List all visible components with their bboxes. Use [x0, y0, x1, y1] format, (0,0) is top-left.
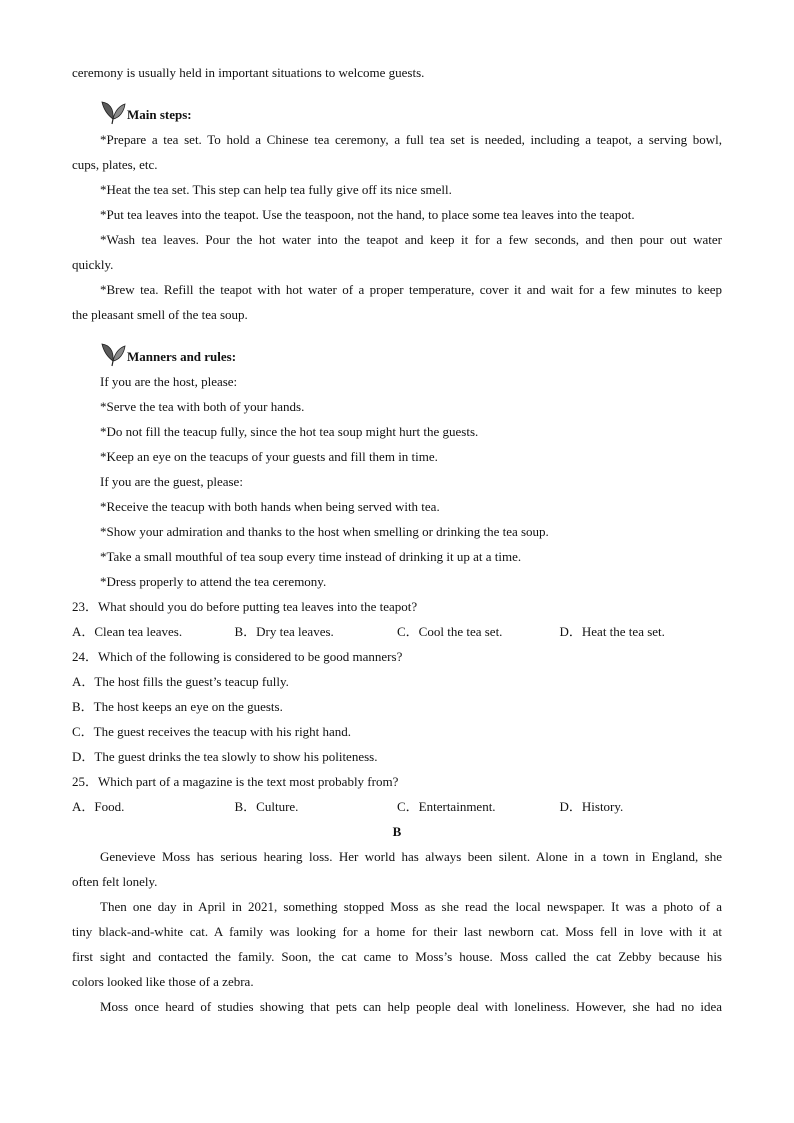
manners-heading: [72, 327, 722, 369]
q23-option-a: A．Clean tea leaves.: [72, 624, 183, 639]
q23-option-b: B．Dry tea leaves.: [234, 624, 334, 639]
q23-option-c: C．Cool the tea set.: [397, 624, 503, 639]
intro-continuation: ceremony is usually held in important situations to welcome guests.: [72, 65, 425, 80]
main-steps-title: Main steps:: [127, 107, 192, 122]
leaf-icon: [100, 99, 126, 125]
b-p2-line2: tiny black-and-white cat. A family was looking for a home for their last newborn cat. Moss fell in love with it at: [72, 924, 722, 939]
document-page: [72, 60, 722, 1019]
q24-stem: 24．Which of the following is considered to be good manners?: [72, 649, 403, 664]
q23-option-d: D．Heat the tea set.: [559, 624, 665, 639]
b-p2-line4: colors looked like those of a zebra.: [72, 974, 254, 989]
guest-rule-4: *Dress properly to attend the tea ceremony.: [100, 574, 327, 589]
q25-option-a: A．Food.: [72, 799, 125, 814]
guest-rule-3: *Take a small mouthful of tea soup every time instead of drinking it up at a time.: [100, 549, 522, 564]
b-p2-line1: Then one day in April in 2021, something stopped Moss as she read the local newspaper. It was a photo of a: [100, 899, 722, 914]
q25-option-b: B．Culture.: [234, 799, 299, 814]
step4-line1: *Wash tea leaves. Pour the hot water into the teapot and keep it for a few seconds, and then pour out water: [100, 232, 722, 247]
q24-option-d: D．The guest drinks the tea slowly to show his politeness.: [72, 749, 378, 764]
step2: *Heat the tea set. This step can help tea fully give off its nice smell.: [100, 182, 452, 197]
q24-option-a: A．The host fills the guest’s teacup fully.: [72, 674, 289, 689]
b-p2-line3: first sight and contacted the family. Soon, the cat came to Moss’s house. Moss called the cat Zebby because his: [72, 949, 722, 964]
q25-option-c: C．Entertainment.: [397, 799, 496, 814]
b-p1-line2: often felt lonely.: [72, 874, 158, 889]
guest-rule-1: *Receive the teacup with both hands when being served with tea.: [100, 499, 440, 514]
manners-title: Manners and rules:: [127, 349, 237, 364]
step3: *Put tea leaves into the teapot. Use the teaspoon, not the hand, to place some tea leaves into the teapot.: [100, 207, 635, 222]
q25-stem: 25．Which part of a magazine is the text most probably from?: [72, 774, 399, 789]
q24-option-b: B．The host keeps an eye on the guests.: [72, 699, 283, 714]
step1-line2: cups, plates, etc.: [72, 157, 158, 172]
host-intro: If you are the host, please:: [100, 374, 238, 389]
host-rule-1: *Serve the tea with both of your hands.: [100, 399, 305, 414]
host-rule-2: *Do not fill the teacup fully, since the hot tea soup might hurt the guests.: [100, 424, 479, 439]
step1-line1: *Prepare a tea set. To hold a Chinese tea ceremony, a full tea set is needed, including a teapot, a serving bowl,: [100, 132, 722, 147]
step4-line2: quickly.: [72, 257, 114, 272]
guest-rule-2: *Show your admiration and thanks to the host when smelling or drinking the tea soup.: [100, 524, 549, 539]
leaf-icon: [100, 341, 126, 367]
b-p1-line1: Genevieve Moss has serious hearing loss. Her world has always been silent. Alone in a town in England, she: [100, 849, 722, 864]
guest-intro: If you are the guest, please:: [100, 474, 243, 489]
q23-stem: 23．What should you do before putting tea leaves into the teapot?: [72, 599, 418, 614]
q24-option-c: C．The guest receives the teacup with his right hand.: [72, 724, 352, 739]
step5-line2: the pleasant smell of the tea soup.: [72, 307, 248, 322]
q25-options: [72, 794, 722, 819]
host-rule-3: *Keep an eye on the teacups of your guests and fill them in time.: [100, 449, 438, 464]
main-steps-heading: [72, 85, 722, 127]
q25-option-d: D．History.: [559, 799, 624, 814]
q23-options: [72, 619, 722, 644]
step5-line1: *Brew tea. Refill the teapot with hot water of a proper temperature, cover it and wait for a few minutes to keep: [100, 282, 722, 297]
section-b-label: B: [392, 824, 402, 839]
b-p3-line1: Moss once heard of studies showing that pets can help people deal with loneliness. However, she had no idea: [100, 999, 722, 1014]
